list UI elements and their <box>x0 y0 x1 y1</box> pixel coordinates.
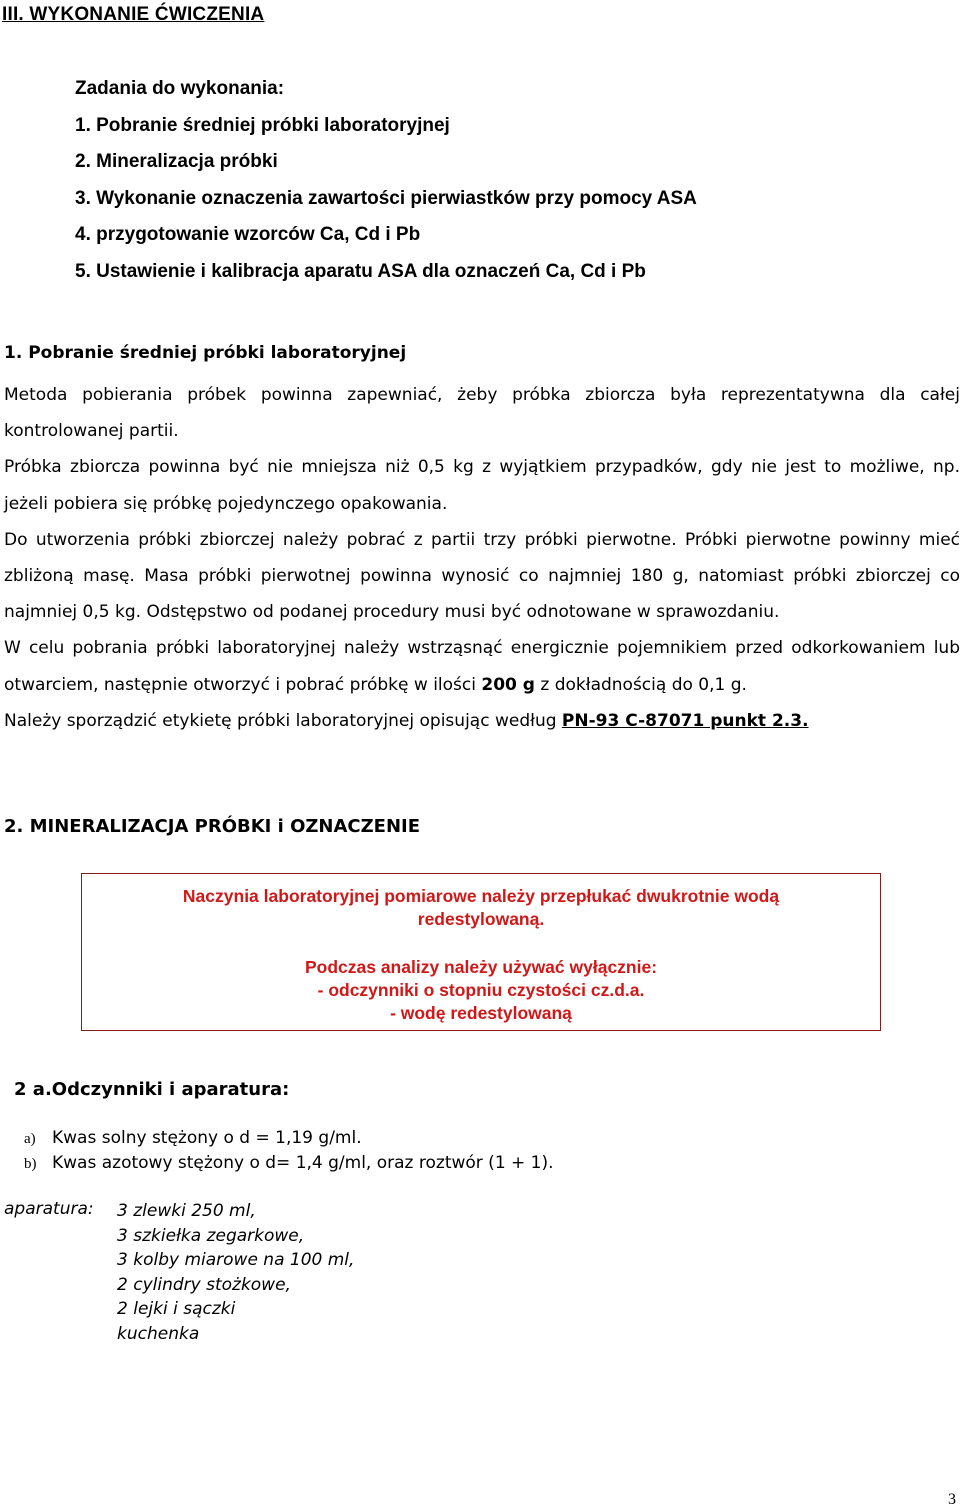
task-item: 3. Wykonanie oznaczenia zawartości pierwiastków przy pomocy ASA <box>75 187 697 209</box>
warning-line: - wodę redestylowaną <box>390 1003 572 1023</box>
warning-line: - odczynniki o stopniu czystości cz.d.a. <box>317 980 645 1000</box>
paragraph <box>4 703 960 739</box>
apparatus-items <box>117 1199 354 1346</box>
reagent-item <box>24 1127 554 1152</box>
paragraph: Metoda pobierania próbek powinna zapewniać, żeby próbka zbiorcza była reprezentatywna dla całej kontrolowanej partii. <box>4 385 960 442</box>
reagent-label: b) <box>24 1156 37 1172</box>
warning-reagents <box>82 956 880 1025</box>
section-1 <box>4 342 960 739</box>
section-1-title: 1. Pobranie średniej próbki laboratoryjnej <box>4 343 407 363</box>
task-item: 2. Mineralizacja próbki <box>75 151 278 172</box>
paragraph-text: W celu pobrania próbki laboratoryjnej należy wstrząsnąć energicznie pojemnikiem przed odkorkowaniem lub otwarciem, następnie otworzyć i pobrać próbkę w ilości <box>4 638 960 695</box>
task-item: 5. Ustawienie i kalibracja aparatu ASA dla oznaczeń Ca, Cd i Pb <box>75 260 646 282</box>
task-item: 1. Pobranie średniej próbki laboratoryjnej <box>75 114 450 136</box>
apparatus-label: aparatura: <box>4 1199 94 1219</box>
section-2-title: 2. MINERALIZACJA PRÓBKI i OZNACZENIE <box>4 816 421 837</box>
section-heading: III. WYKONANIE ĆWICZENIA <box>2 4 265 25</box>
apparatus-item: 2 lejki i sączki <box>117 1299 236 1319</box>
tasks-block <box>75 78 697 297</box>
tasks-title: Zadania do wykonania: <box>75 78 285 99</box>
warning-line: redestylowaną. <box>417 909 545 929</box>
warning-line: Naczynia laboratoryjnej pomiarowe należy przepłukać dwukrotnie wodą <box>182 886 780 906</box>
apparatus-item: 3 szkiełka zegarkowe, <box>117 1225 305 1246</box>
paragraph: Do utworzenia próbki zbiorczej należy pobrać z partii trzy próbki pierwotne. Próbki pierwotne powinny mieć zbliżoną masę. Masa próbki pierwotnej powinna wynosić co najmniej 180 g, natomiast próbki zbiorczej co najmniej 0,5 kg. Odstępstwo od podanej procedury musi być odnotowane w sprawozdaniu. <box>4 529 960 623</box>
section-2a-title: 2 a.Odczynniki i aparatura: <box>14 1079 290 1100</box>
paragraph: Próbka zbiorcza powinna być nie mniejsza niż 0,5 kg z wyjątkiem przypadków, gdy nie jest to możliwe, np. jeżeli pobiera się próbkę pojedynczego opakowania. <box>4 457 960 514</box>
warning-box <box>81 873 881 1031</box>
reagent-text: Kwas azotowy stężony o d= 1,4 g/ml, oraz roztwór (1 + 1). <box>52 1153 554 1173</box>
apparatus-item: kuchenka <box>117 1323 200 1344</box>
warning-line: Podczas analizy należy używać wyłącznie: <box>304 957 658 977</box>
reagent-item <box>24 1152 554 1177</box>
paragraph <box>4 630 960 702</box>
paragraph-text: Należy sporządzić etykietę próbki laboratoryjnej opisując według <box>4 710 562 731</box>
reagent-text: Kwas solny stężony o d = 1,19 g/ml. <box>52 1128 362 1148</box>
reagent-label: a) <box>24 1131 36 1147</box>
apparatus-item: 2 cylindry stożkowe, <box>117 1274 291 1295</box>
paragraph-text: z dokładnością do 0,1 g. <box>534 674 747 695</box>
norm-reference: PN-93 C-87071 punkt 2.3. <box>561 710 809 731</box>
page-number: 3 <box>948 1491 956 1508</box>
apparatus-item: 3 zlewki 250 ml, <box>117 1201 256 1221</box>
apparatus-item: 3 kolby miarowe na 100 ml, <box>117 1250 355 1270</box>
reagents-list <box>24 1127 554 1177</box>
task-item: 4. przygotowanie wzorców Ca, Cd i Pb <box>75 224 421 245</box>
warning-rinse <box>82 885 880 931</box>
sample-amount: 200 g <box>481 674 535 695</box>
